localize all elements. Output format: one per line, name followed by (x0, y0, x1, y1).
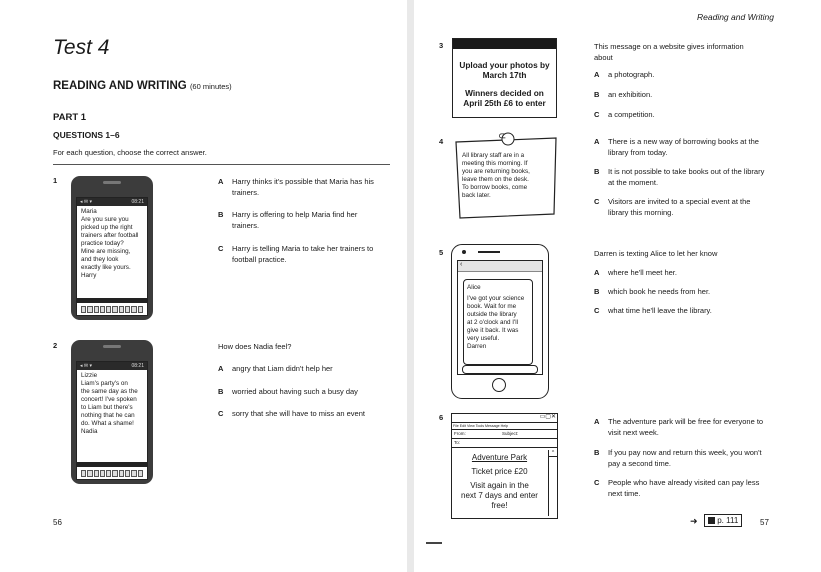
section-title (53, 80, 232, 92)
message-line: Darren (467, 343, 487, 350)
option-text: next time. (608, 489, 641, 498)
notice-line: Winners decided on (465, 88, 544, 98)
option-text: at the moment. (608, 178, 659, 187)
questions-heading: QUESTIONS 1–6 (53, 130, 120, 140)
option-a[interactable] (594, 267, 677, 278)
notice-text (453, 88, 556, 108)
divider (53, 164, 390, 165)
option-text: football practice. (232, 255, 287, 264)
stem-line: This message on a website gives information (594, 42, 744, 51)
instruction-text: For each question, choose the correct answer. (53, 148, 207, 157)
page-reference[interactable] (704, 514, 742, 527)
stem-line: about (594, 53, 613, 62)
email-menu: File Edit View Tools Message Help (452, 423, 557, 430)
message-line: Liam's party's on (81, 380, 128, 387)
option-text: pay a second time. (608, 459, 671, 468)
option-letter: A (594, 137, 600, 146)
message-line: give it back. It was (467, 327, 519, 334)
option-text: Harry is offering to help Maria find her (232, 210, 358, 219)
option-b[interactable] (594, 447, 809, 469)
message-line: and they look (81, 256, 119, 263)
question-stem (594, 41, 804, 63)
note-line: you are returning books, (462, 168, 530, 175)
email-line: Ticket price £20 (471, 467, 528, 476)
option-text: worried about having such a busy day (232, 387, 358, 396)
window-controls-icon: ▭▢✕ (539, 414, 556, 420)
phone-speaker (478, 251, 500, 253)
option-text: People who have already visited can pay less (608, 478, 760, 487)
option-text: library this morning. (608, 208, 674, 217)
question-stem: Darren is texting Alice to let her know (594, 249, 718, 258)
option-text: an exhibition. (608, 90, 653, 99)
message-line: Alice (467, 284, 481, 291)
message-line: Are you sure you (81, 216, 129, 223)
message-line: concert! I've spoken (81, 396, 137, 403)
scrollbar[interactable] (548, 450, 557, 516)
option-text: Harry thinks it's possible that Maria has his (232, 177, 374, 186)
to-label: To: (454, 440, 461, 445)
phone-screen (457, 260, 543, 375)
note-line: back later. (462, 192, 491, 199)
note-line: leave them on the desk. (462, 176, 529, 183)
input-bar (77, 298, 147, 303)
back-arrow-icon: ‹ (458, 261, 542, 272)
option-a[interactable] (218, 363, 333, 374)
left-page (0, 0, 407, 572)
option-b[interactable] (594, 166, 809, 188)
phone-image (451, 244, 549, 399)
option-letter: B (218, 387, 224, 396)
test-title: Test 4 (53, 36, 110, 59)
window-titlebar (452, 414, 557, 423)
page-number: 57 (760, 518, 769, 527)
option-a[interactable] (594, 136, 804, 158)
status-bar (77, 362, 147, 370)
question-number: 2 (53, 341, 58, 350)
option-letter: A (594, 268, 600, 277)
question-number: 3 (439, 41, 444, 50)
message-line: Mine are missing, (81, 248, 131, 255)
page-ref-icon (708, 517, 715, 524)
email-line: free! (491, 501, 508, 510)
option-a[interactable] (594, 416, 809, 438)
note-line: All library staff are in a (462, 152, 525, 159)
option-text: It is not possible to take books out of the library (608, 167, 765, 176)
option-text: where he'll meet her. (608, 268, 677, 277)
question-number: 6 (439, 413, 444, 422)
phone-time: 08:21 (131, 199, 144, 205)
keyboard (77, 469, 147, 478)
phone-screen (76, 361, 148, 480)
text-message (77, 206, 147, 282)
option-text: If you pay now and return this week, you won't (608, 448, 762, 457)
email-body (452, 448, 557, 511)
option-b[interactable] (218, 386, 358, 397)
message-line: I've got your science (467, 295, 525, 302)
message-line: Maria (81, 208, 97, 215)
email-line: Adventure Park (471, 453, 528, 462)
message-line: at 2 o'clock and I'll (467, 319, 519, 326)
message-line: nothing that he can (81, 412, 135, 419)
option-b[interactable] (218, 209, 398, 231)
notice-box (452, 38, 557, 118)
message-input (462, 365, 538, 374)
corner-mark (426, 542, 442, 544)
option-text: There is a new way of borrowing books at the (608, 137, 759, 146)
option-letter: A (218, 177, 224, 186)
email-line: next 7 days and enter (461, 491, 538, 500)
notice-text (453, 60, 556, 80)
notice-header-bar (453, 39, 556, 49)
question-stem: How does Nadia feel? (218, 342, 292, 351)
scroll-up-icon[interactable]: ^ (549, 450, 557, 457)
email-from-row (452, 430, 557, 439)
option-text: a competition. (608, 110, 655, 119)
message-line: outside the library (467, 311, 517, 318)
option-letter: A (594, 70, 600, 79)
option-text: visit next week. (608, 428, 659, 437)
option-c[interactable] (594, 109, 655, 120)
question-number: 4 (439, 137, 444, 146)
option-letter: C (218, 244, 224, 253)
option-b[interactable] (594, 286, 710, 297)
option-text: what time he'll leave the library. (608, 306, 712, 315)
running-header: Reading and Writing (697, 12, 775, 22)
phone-speaker (103, 181, 121, 184)
message-line: Nadia (81, 428, 98, 435)
option-text: The adventure park will be free for everyone to (608, 417, 764, 426)
message-line: to Liam but there's (81, 404, 133, 411)
section-duration: (60 minutes) (189, 82, 232, 91)
email-window (451, 413, 558, 519)
phone-time: 08:21 (131, 363, 144, 369)
note-text (462, 152, 554, 200)
option-text: trainers. (232, 188, 260, 197)
option-letter: B (218, 210, 224, 219)
option-letter: C (594, 197, 600, 206)
option-letter: B (594, 287, 600, 296)
notice-line: April 25th £6 to enter (463, 98, 546, 108)
option-c[interactable] (594, 196, 804, 218)
status-bar (77, 198, 147, 206)
signal-icon: ◂ ✉ ▾ (80, 199, 92, 205)
notice-line: Upload your photos by (459, 60, 550, 70)
message-line: the same day as the (81, 388, 138, 395)
option-a[interactable] (594, 69, 654, 80)
note-line: meeting this morning. If (462, 160, 528, 167)
option-letter: C (218, 409, 224, 418)
section-title-text: READING AND WRITING (53, 80, 187, 92)
text-message (464, 280, 532, 355)
option-c[interactable] (218, 243, 398, 265)
note-line: To borrow books, come (462, 184, 528, 191)
message-bubble (463, 279, 533, 365)
text-message (77, 370, 147, 438)
phone-image (71, 340, 153, 484)
option-letter: A (218, 364, 224, 373)
option-text: Visitors are invited to a special event at the (608, 197, 751, 206)
option-c[interactable] (594, 477, 809, 499)
paperclip-icon: ⊂ (498, 131, 507, 142)
phone-image (71, 176, 153, 320)
option-c[interactable] (594, 305, 712, 316)
option-text: a photograph. (608, 70, 655, 79)
keyboard (77, 305, 147, 314)
option-letter: C (594, 478, 600, 487)
option-a[interactable] (218, 176, 398, 198)
message-line: trainers after football (81, 232, 139, 239)
from-label: From: (454, 431, 466, 436)
email-to-row (452, 439, 557, 448)
message-line: Lizzie (81, 372, 98, 379)
option-letter: C (594, 110, 600, 119)
signal-icon: ◂ ✉ ▾ (80, 363, 92, 369)
message-line: very useful. (467, 335, 500, 342)
message-line: Harry (81, 272, 97, 279)
option-c[interactable] (218, 408, 365, 419)
option-b[interactable] (594, 89, 652, 100)
option-letter: B (594, 167, 600, 176)
option-text: sorry that she will have to miss an event (232, 409, 365, 418)
message-line: book. Wait for me (467, 303, 517, 310)
option-text: trainers. (232, 221, 260, 230)
home-button (492, 378, 506, 392)
input-bar (77, 462, 147, 467)
option-text: which book he needs from her. (608, 287, 711, 296)
message-line: practice today? (81, 240, 124, 247)
part-heading: PART 1 (53, 112, 87, 123)
message-line: picked up the right (81, 224, 133, 231)
option-letter: C (594, 306, 600, 315)
subject-label: Subject: (502, 431, 519, 436)
right-page (414, 0, 821, 572)
camera-dot (462, 250, 466, 254)
option-text: Harry is telling Maria to take her trainers to (232, 244, 374, 253)
page-ref-text: p. 111 (717, 516, 739, 525)
option-letter: A (594, 417, 600, 426)
phone-speaker (103, 345, 121, 348)
option-letter: B (594, 448, 600, 457)
option-text: library from today. (608, 148, 668, 157)
phone-screen (76, 197, 148, 316)
email-line: Visit again in the (470, 481, 529, 490)
question-number: 1 (53, 176, 58, 185)
message-line: do. What a shame! (81, 420, 134, 427)
notice-line: March 17th (482, 70, 527, 80)
page-number: 56 (53, 518, 62, 527)
question-number: 5 (439, 248, 444, 257)
message-line: exactly like yours. (81, 264, 131, 271)
option-letter: B (594, 90, 600, 99)
arrow-right-icon: ➜ (690, 516, 698, 526)
option-text: angry that Liam didn't help her (232, 364, 333, 373)
